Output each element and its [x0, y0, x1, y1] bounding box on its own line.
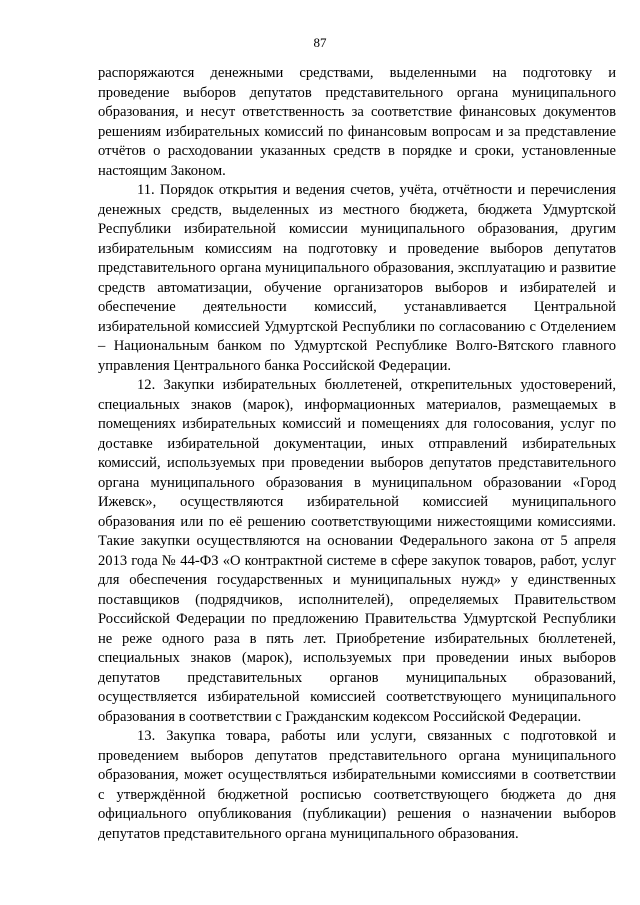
- paragraph-continuation: распоряжаются денежными средствами, выделенными на подготовку и проведение выборов депутатов представительного органа муниципального образования, и несут ответственность за соответствие финансовых документов решениям избирательных комиссий по финансовым вопросам и за представление отчётов о расходовании указанных средств в порядке и сроки, установленные настоящим Законом.: [98, 65, 616, 179]
- body-text: [98, 64, 616, 844]
- page-number: 87: [313, 35, 327, 50]
- paragraph-11-accounts: 11. Порядок открытия и ведения счетов, учёта, отчётности и перечисления денежных средств, выделенных из местного бюджета, бюджета Удмуртской Республики избирательной комиссии муниципального образования, другим избирательным комиссиям на подготовку и проведение выборов депутатов представительного органа муниципального образования, эксплуатацию и развитие средств автоматизации, обучение организаторов выборов и избирателей и обеспечение деятельности комиссий, устанавливается Центральной избирательной комиссией Удмуртской Республики по согласованию с Отделением – Национальным банком по Удмуртской Республике Волго-Вятского главного управления Центрального банка Российской Федерации.: [98, 182, 616, 374]
- paragraph-12-procurement: 12. Закупки избирательных бюллетеней, открепительных удостоверений, специальных знаков (марок), информационных материалов, размещаемых в помещениях избирательных комиссий и помещениях для голосования, услуг по доставке избирательной документации, иных отправлений избирательных комиссий, используемых при проведении выборов депутатов представительного органа муниципального образования в муниципальном образовании «Город Ижевск», осуществляются избирательной комиссией муниципального образования или по её решению соответствующими нижестоящими комиссиями. Такие закупки осуществляются на основании Федерального закона от 5 апреля 2013 года № 44-ФЗ «О контрактной системе в сфере закупок товаров, работ, услуг для обеспечения государственных и муниципальных нужд» у единственных поставщиков (подрядчиков, исполнителей), определяемых Правительством Российской Федерации по предложению Правительства Удмуртской Республики не реже одного раза в пять лет. Приобретение избирательных бюллетеней, специальных знаков (марок), используемых при проведении иных выборов депутатов представительных органов муниципальных образований, осуществляется избирательной комиссией соответствующего муниципального образования в соответствии с Гражданским кодексом Российской Федерации.: [98, 377, 616, 725]
- paragraph-13-procurement: 13. Закупка товара, работы или услуги, связанных с подготовкой и проведением выборов депутатов представительного органа муниципального образования, может осуществляться избирательными комиссиями в соответствии с утверждённой бюджетной росписью соответствующего бюджета до дня официального опубликования (публикации) решения о назначении выборов депутатов представительного органа муниципального образования.: [98, 728, 616, 842]
